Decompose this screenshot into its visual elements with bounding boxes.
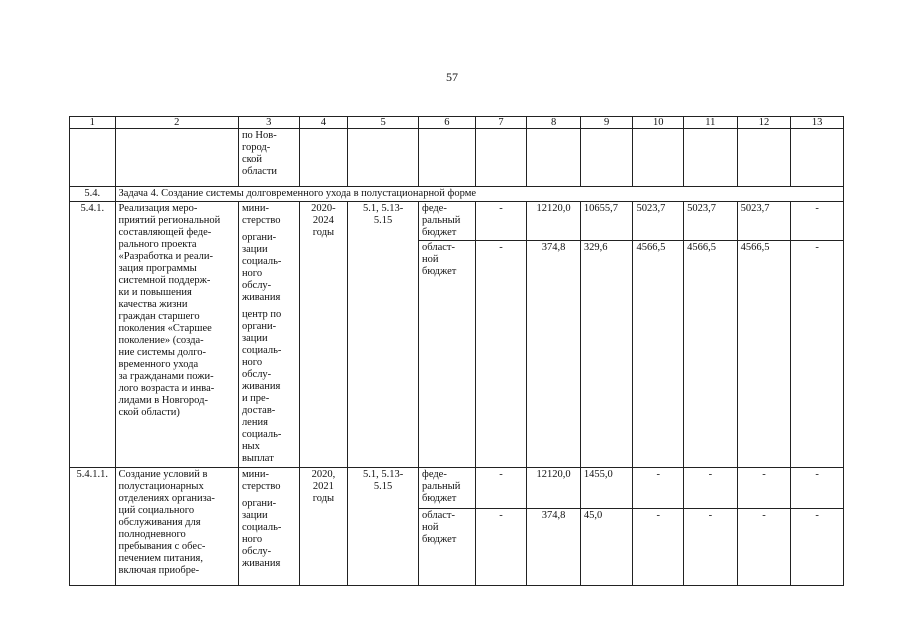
activity-title: Реализация меро- приятий региональной составляющей феде- рального проекта «Разработка и реали- зация программы системной поддерж- ки и повышения качества жизни граждан старшего поколения «Старшее поколение» (созда- ние системы долго- временного ухода за гражданами пожи- лого возраста и инва- лидами в Новгород- ской области): [115, 202, 238, 468]
value-cell: 5023,7: [740, 203, 770, 214]
column-header: 2: [115, 117, 238, 129]
column-header: 11: [684, 117, 738, 129]
value-cell: 12120,0: [536, 469, 571, 480]
column-header: 6: [419, 117, 476, 129]
funding-source: феде- ральный бюджет: [422, 203, 461, 238]
row-number: 5.4.1.: [70, 202, 116, 468]
value-cell: -: [476, 508, 527, 523]
value-cell: 329,6: [581, 240, 633, 255]
value-cell: -: [499, 469, 503, 480]
column-header: 12: [737, 117, 791, 129]
activity-title: Создание условий в полустационарных отделениях организа- ций социального обслуживания для полнодневного пребывания с обес- печением питания, включая приобре-: [115, 468, 238, 586]
funding-source: област- ной бюджет: [419, 240, 475, 279]
period-cell: 2020- 2024 годы: [299, 202, 348, 468]
task-row: [70, 187, 844, 202]
value-cell: 374,8: [527, 240, 580, 255]
column-header: 8: [527, 117, 581, 129]
value-cell: 5023,7: [687, 203, 716, 214]
value-cell: -: [791, 508, 843, 523]
continuation-row: [70, 129, 844, 187]
executor-cell: по Нов- город- ской области: [238, 129, 299, 187]
funding-source-cell: [419, 468, 476, 586]
program-table: [69, 116, 844, 586]
value-cell: -: [708, 469, 713, 480]
executor-item: органи- зации социаль- ного обслу- живания: [241, 232, 282, 303]
value-cell: 45,0: [581, 508, 633, 523]
value-cell: 10655,7: [583, 203, 618, 214]
value-cell: 4566,5: [684, 240, 737, 255]
executor-item: органи- зации социаль- ного обслу- живания: [241, 498, 282, 569]
value-cell: -: [656, 469, 661, 480]
value-cell: 1455,0: [583, 469, 613, 480]
task-number: 5.4.: [70, 187, 116, 202]
executor-item: мини- стерство: [241, 203, 281, 226]
value-cell: -: [738, 508, 791, 523]
column-number-row: [70, 117, 844, 129]
value-cell: -: [499, 203, 503, 214]
activity-row: [70, 202, 844, 468]
executor-item: центр по органи- зации социаль- ного обслу- живания и пре- достав- ления социаль- ных выплат: [241, 309, 282, 464]
column-header: 10: [633, 117, 684, 129]
column-header: 3: [238, 117, 299, 129]
column-header: 9: [580, 117, 633, 129]
column-header: 4: [299, 117, 348, 129]
funding-source-cell: [419, 202, 476, 468]
value-cell: -: [762, 469, 766, 480]
funding-source: феде- ральный бюджет: [422, 469, 461, 504]
value-cell: 4566,5: [633, 240, 683, 255]
page-number: 57: [446, 70, 458, 84]
executors-cell: [238, 202, 299, 468]
column-header: 5: [348, 117, 419, 129]
value-cell: -: [684, 508, 737, 523]
column-header: 13: [791, 117, 844, 129]
value-cell: 4566,5: [738, 240, 791, 255]
column-header: 1: [70, 117, 116, 129]
activity-row: [70, 468, 844, 586]
value-cell: -: [791, 240, 843, 255]
row-number: 5.4.1.1.: [70, 468, 116, 586]
value-cell: -: [633, 508, 683, 523]
value-cell: -: [815, 203, 819, 214]
column-header: 7: [475, 117, 527, 129]
task-title: Задача 4. Создание системы долговременного ухода в полустационарной форме: [115, 187, 843, 202]
period-cell: 2020, 2021 годы: [299, 468, 348, 586]
value-cell: -: [815, 469, 819, 480]
executor-item: мини- стерство: [241, 469, 281, 492]
value-cell: 5023,7: [636, 203, 666, 214]
value-cell: 374,8: [527, 508, 580, 523]
value-cell: 12120,0: [536, 203, 571, 214]
value-cell: -: [476, 240, 527, 255]
funding-source: област- ной бюджет: [419, 508, 475, 547]
targets-cell: 5.1, 5.13- 5.15: [348, 202, 419, 468]
targets-cell: 5.1, 5.13- 5.15: [348, 468, 419, 586]
executors-cell: [238, 468, 299, 586]
